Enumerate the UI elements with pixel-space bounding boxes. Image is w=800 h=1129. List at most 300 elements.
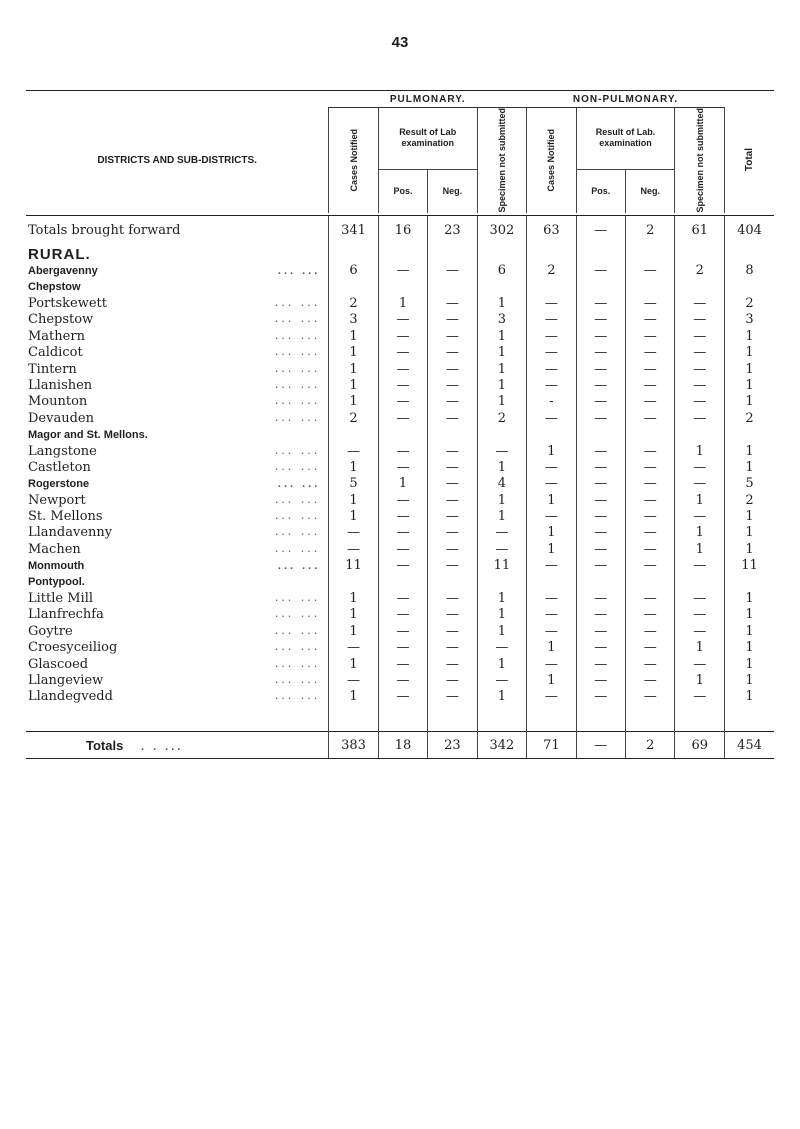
table-row (26, 508, 774, 524)
district-name (26, 443, 329, 459)
table-cell: — (378, 590, 427, 606)
table-cell: — (626, 525, 675, 541)
table-cell: — (576, 590, 625, 606)
table-cell: 3 (329, 312, 378, 328)
table-cell: — (428, 476, 477, 492)
table-cell: — (477, 541, 526, 557)
table-row (26, 492, 774, 508)
table-cell: — (675, 394, 725, 410)
table-row (26, 263, 774, 279)
table-cell: 8 (724, 263, 774, 279)
district-name-text: Rogerstone (28, 477, 90, 490)
table-cell: — (675, 558, 725, 574)
table-cell: 1 (477, 508, 526, 524)
table-cell (626, 426, 675, 442)
table-cell: — (675, 689, 725, 705)
table-cell: 1 (477, 459, 526, 475)
table-cell (477, 279, 526, 295)
table-cell: — (378, 328, 427, 344)
table-cell: — (576, 476, 625, 492)
table-cell (329, 279, 378, 295)
table-cell: — (576, 689, 625, 705)
brought-forward-row (26, 215, 774, 246)
pos-header: Pos. (378, 169, 427, 212)
district-name-text: Llandavenny (28, 525, 113, 541)
table-cell: — (428, 295, 477, 311)
cases-notified-header: Cases Notified (348, 128, 359, 192)
table-cell: 1 (724, 344, 774, 360)
table-row (26, 607, 774, 623)
table-cell: 1 (724, 656, 774, 672)
table-cell (527, 279, 576, 295)
table-cell: 18 (378, 732, 427, 759)
table-cell: 6 (329, 263, 378, 279)
district-name (26, 344, 329, 360)
table-cell: — (626, 590, 675, 606)
table-cell: 1 (477, 361, 526, 377)
leader-dots: ... ... (274, 410, 321, 424)
table-cell (428, 426, 477, 442)
table-cell: 11 (477, 558, 526, 574)
table-cell: — (527, 623, 576, 639)
district-name-text: Little Mill (28, 591, 94, 607)
leader-dots: ... ... (274, 623, 321, 637)
table-cell: — (576, 377, 625, 393)
table-cell: 2 (329, 410, 378, 426)
table-cell (675, 426, 725, 442)
table-cell: — (477, 672, 526, 688)
table-cell: — (626, 656, 675, 672)
leader-dots: ... ... (274, 443, 321, 457)
table-cell: — (428, 508, 477, 524)
district-name-text: Portskewett (28, 295, 107, 311)
table-cell (576, 279, 625, 295)
section-label (26, 574, 329, 590)
table-cell: 1 (477, 656, 526, 672)
table-cell: 2 (724, 410, 774, 426)
table-cell: 1 (329, 394, 378, 410)
table-cell: 1 (329, 361, 378, 377)
table-cell: — (428, 672, 477, 688)
table-cell: — (675, 508, 725, 524)
table-cell: — (378, 312, 427, 328)
table-cell: 1 (477, 590, 526, 606)
table-cell: — (626, 672, 675, 688)
table-cell: — (675, 623, 725, 639)
table-cell: 1 (477, 344, 526, 360)
table-row (26, 656, 774, 672)
district-name (26, 263, 329, 279)
np-lab-result-header: Result of Lab. examination (576, 108, 675, 170)
table-cell: 1 (329, 328, 378, 344)
table-cell: 341 (329, 215, 378, 246)
table-cell: — (576, 656, 625, 672)
district-name-text: Devauden (28, 410, 94, 426)
neg-header: Neg. (428, 169, 477, 212)
leader-dots: ... ... (277, 477, 321, 490)
table-cell: 1 (329, 508, 378, 524)
table-cell: — (576, 640, 625, 656)
table-cell: — (428, 410, 477, 426)
notification-table (26, 90, 774, 759)
table-cell: — (576, 525, 625, 541)
table-cell: — (428, 558, 477, 574)
district-name-text: Chepstow (28, 312, 94, 328)
table-row (26, 312, 774, 328)
table-cell: — (527, 558, 576, 574)
table-cell: — (428, 377, 477, 393)
table-cell: — (527, 459, 576, 475)
leader-dots: ... ... (274, 509, 321, 523)
table-row (26, 295, 774, 311)
table-cell: — (576, 328, 625, 344)
table-cell: — (626, 689, 675, 705)
lab-result-header: Result of Lab examination (378, 108, 477, 170)
table-cell: — (576, 508, 625, 524)
table-cell: — (675, 607, 725, 623)
district-name (26, 689, 329, 705)
table-row (26, 410, 774, 426)
table-cell: — (675, 295, 725, 311)
district-name (26, 394, 329, 410)
table-cell: — (527, 295, 576, 311)
table-cell: — (576, 410, 625, 426)
table-cell: 2 (626, 215, 675, 246)
leader-dots: ... ... (274, 312, 321, 326)
section-header-row (26, 426, 774, 442)
page-number: 43 (391, 34, 409, 51)
table-cell: — (626, 377, 675, 393)
table-cell: 2 (527, 263, 576, 279)
table-cell: — (428, 541, 477, 557)
table-cell (428, 279, 477, 295)
table-cell: — (576, 492, 625, 508)
table-cell: 1 (675, 640, 725, 656)
district-name (26, 672, 329, 688)
table-cell: - (527, 394, 576, 410)
table-cell: — (378, 492, 427, 508)
table-cell: 2 (329, 295, 378, 311)
table-cell: 5 (724, 476, 774, 492)
table-cell: — (626, 443, 675, 459)
table-cell: — (428, 312, 477, 328)
table-cell: 2 (477, 410, 526, 426)
table-cell: 1 (477, 295, 526, 311)
table-cell (675, 574, 725, 590)
table-cell: — (329, 640, 378, 656)
table-cell: 2 (724, 295, 774, 311)
table-cell: 1 (329, 459, 378, 475)
table-cell: 1 (329, 590, 378, 606)
table-cell: — (329, 672, 378, 688)
table-body (26, 215, 774, 705)
table-cell: — (626, 263, 675, 279)
table-cell: — (378, 640, 427, 656)
table-cell: — (527, 328, 576, 344)
table-cell: — (675, 312, 725, 328)
table-cell: — (626, 492, 675, 508)
table-cell: 2 (626, 732, 675, 759)
table-cell: — (378, 344, 427, 360)
table-cell: — (329, 443, 378, 459)
table-cell: — (576, 732, 625, 759)
table-cell: 1 (378, 295, 427, 311)
table-cell: 16 (378, 215, 427, 246)
district-name-text: Llangeview (28, 672, 104, 688)
section-label (26, 279, 329, 295)
table-cell: — (675, 377, 725, 393)
district-name (26, 377, 329, 393)
table-row (26, 672, 774, 688)
table-cell: 1 (724, 640, 774, 656)
table-cell: — (378, 558, 427, 574)
table-cell: — (428, 689, 477, 705)
table-cell: — (477, 525, 526, 541)
table-cell (724, 426, 774, 442)
table-cell: 3 (724, 312, 774, 328)
table-cell: 1 (527, 640, 576, 656)
table-cell: 1 (329, 344, 378, 360)
district-name (26, 410, 329, 426)
totals-label: Totals (86, 737, 124, 753)
table-cell (576, 426, 625, 442)
brought-forward-label: Totals brought forward (28, 223, 181, 239)
table-cell: — (329, 525, 378, 541)
table-cell: — (428, 590, 477, 606)
table-cell: 5 (329, 476, 378, 492)
table-cell: 1 (675, 541, 725, 557)
district-name-text: Llanfrechfa (28, 607, 104, 623)
table-cell: 1 (724, 541, 774, 557)
table-row (26, 623, 774, 639)
table-cell: 4 (477, 476, 526, 492)
table-cell: 1 (724, 459, 774, 475)
group-header-row (26, 91, 774, 108)
district-name-text: Croesyceiliog (28, 640, 118, 656)
table-cell: 2 (675, 263, 725, 279)
table-cell: — (675, 656, 725, 672)
table-row (26, 377, 774, 393)
leader-dots: ... ... (274, 689, 321, 703)
table-cell: — (378, 263, 427, 279)
leader-dots: ... ... (274, 591, 321, 605)
table-cell: 1 (477, 328, 526, 344)
table-cell: — (378, 377, 427, 393)
table-cell: — (378, 361, 427, 377)
table-cell: — (626, 558, 675, 574)
leader-dots: ... ... (274, 672, 321, 686)
np-cases-notified-header: Cases Notified (546, 128, 557, 192)
table-cell: — (626, 508, 675, 524)
table-cell: — (527, 377, 576, 393)
table-cell: — (378, 656, 427, 672)
table-cell: — (428, 525, 477, 541)
table-cell: — (527, 312, 576, 328)
district-name-text: Goytre (28, 623, 73, 639)
table-cell: — (428, 394, 477, 410)
totals-body (26, 705, 774, 759)
table-cell: 1 (329, 656, 378, 672)
table-cell: — (527, 476, 576, 492)
district-name-text: Pontypool. (28, 576, 85, 589)
district-name-text: Monmouth (28, 559, 85, 572)
table-cell: 1 (724, 394, 774, 410)
table-cell (378, 426, 427, 442)
table-cell: 342 (477, 732, 526, 759)
districts-header: DISTRICTS AND SUB-DISTRICTS. (97, 154, 257, 166)
district-name-text: Castleton (28, 459, 91, 475)
leader-dots: ... ... (274, 525, 321, 539)
table-cell: 1 (675, 492, 725, 508)
table-cell: — (378, 459, 427, 475)
table-cell: 1 (724, 672, 774, 688)
table-cell: 1 (724, 607, 774, 623)
table-cell: — (626, 623, 675, 639)
district-name-text: Llandegvedd (28, 689, 113, 705)
table-cell: — (527, 590, 576, 606)
leader-dots: ... ... (274, 492, 321, 506)
district-name (26, 558, 329, 574)
district-name (26, 656, 329, 672)
table-cell: — (675, 328, 725, 344)
table-cell: 69 (675, 732, 725, 759)
pulmonary-header: PULMONARY. (329, 91, 527, 108)
table-cell: 1 (675, 525, 725, 541)
table-cell: 1 (724, 508, 774, 524)
district-name (26, 525, 329, 541)
table-cell: 404 (724, 215, 774, 246)
table-cell: — (477, 443, 526, 459)
table-cell: 1 (675, 672, 725, 688)
table-cell: 1 (477, 492, 526, 508)
table-cell: 1 (527, 541, 576, 557)
table-cell: — (626, 312, 675, 328)
table-cell: — (576, 672, 625, 688)
table-cell: 1 (477, 623, 526, 639)
table-cell: — (675, 590, 725, 606)
leader-dots: ... ... (274, 607, 321, 621)
table-cell (724, 574, 774, 590)
table-cell: — (428, 492, 477, 508)
table-cell: 1 (329, 492, 378, 508)
table-cell: 1 (329, 377, 378, 393)
table-cell: 1 (724, 328, 774, 344)
table-cell (477, 426, 526, 442)
table-cell: — (576, 263, 625, 279)
table-cell: — (378, 394, 427, 410)
leader-dots: ... ... (274, 541, 321, 555)
table-cell: 1 (527, 492, 576, 508)
table-row (26, 443, 774, 459)
table-cell: 454 (724, 732, 774, 759)
table-row (26, 541, 774, 557)
district-name-text: Mathern (28, 328, 85, 344)
table-cell: 1 (329, 689, 378, 705)
specimen-header: Specimen not submitted (496, 108, 507, 213)
totals-dots: . . ... (140, 740, 184, 753)
table-cell: 23 (428, 215, 477, 246)
leader-dots: ... ... (274, 656, 321, 670)
table-cell: — (527, 344, 576, 360)
district-name-text: Mounton (28, 394, 88, 410)
table-cell: — (576, 394, 625, 410)
table-cell (477, 574, 526, 590)
table-cell: 1 (724, 590, 774, 606)
district-name-text: St. Mellons (28, 509, 103, 525)
table-cell: — (527, 508, 576, 524)
table-cell: — (428, 263, 477, 279)
table-cell: — (527, 607, 576, 623)
leader-dots: ... ... (274, 361, 321, 375)
table-cell: 1 (724, 361, 774, 377)
table-row (26, 394, 774, 410)
table-cell: 1 (724, 623, 774, 639)
table-cell: — (675, 344, 725, 360)
district-name-text: Magor and St. Mellons. (28, 428, 148, 441)
table-cell: — (428, 459, 477, 475)
table-cell: — (626, 541, 675, 557)
table-cell: — (428, 344, 477, 360)
table-cell: — (576, 443, 625, 459)
district-name (26, 476, 329, 492)
leader-dots: ... ... (277, 264, 321, 277)
table-row (26, 558, 774, 574)
table-cell: — (626, 410, 675, 426)
table-cell: 61 (675, 215, 725, 246)
district-name-text: Tintern (28, 361, 77, 377)
leader-dots: ... ... (274, 394, 321, 408)
table-row (26, 640, 774, 656)
table-cell: — (329, 541, 378, 557)
table-cell: — (378, 508, 427, 524)
table-cell: — (527, 410, 576, 426)
table-cell (329, 426, 378, 442)
table-cell: — (378, 410, 427, 426)
table-cell (378, 279, 427, 295)
table-cell: 1 (527, 672, 576, 688)
district-name-text: Machen (28, 541, 81, 557)
table-cell: — (626, 459, 675, 475)
table-cell: — (477, 640, 526, 656)
table-cell: — (428, 607, 477, 623)
district-name (26, 508, 329, 524)
table-cell: — (576, 541, 625, 557)
table-cell: — (626, 394, 675, 410)
table-cell: — (626, 476, 675, 492)
table-cell: — (428, 361, 477, 377)
table-cell: — (527, 656, 576, 672)
leader-dots: ... ... (274, 295, 321, 309)
totals-row (26, 732, 774, 759)
table-row (26, 459, 774, 475)
table-cell (626, 279, 675, 295)
section-label (26, 426, 329, 442)
table-cell: 71 (527, 732, 576, 759)
table-cell (675, 279, 725, 295)
table-cell: — (428, 623, 477, 639)
table-cell: — (626, 607, 675, 623)
district-name (26, 541, 329, 557)
table-cell: — (378, 443, 427, 459)
table-cell: — (576, 459, 625, 475)
table-cell: — (576, 361, 625, 377)
np-neg-header: Neg. (626, 169, 675, 212)
table-cell: 11 (724, 558, 774, 574)
table-cell: — (626, 640, 675, 656)
district-name (26, 361, 329, 377)
district-name (26, 623, 329, 639)
leader-dots: ... ... (274, 328, 321, 342)
